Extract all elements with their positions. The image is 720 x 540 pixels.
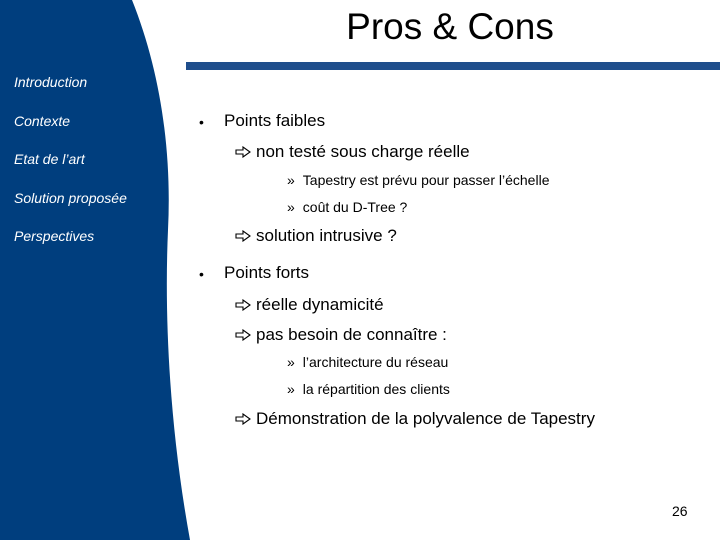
- weak-point-1-sub-2: [287, 199, 407, 215]
- hollow-arrow-icon: [235, 413, 251, 425]
- hollow-arrow-icon: [235, 299, 251, 311]
- weak-point-1-text: non testé sous charge réelle: [256, 142, 470, 161]
- title-underline-bar: [186, 62, 720, 70]
- nav-item-introduction[interactable]: Introduction: [14, 74, 88, 90]
- strong-point-3-text: Démonstration de la polyvalence de Tapestry: [256, 409, 595, 428]
- strong-points-heading: Points forts: [224, 263, 310, 282]
- strong-point-2-text: pas besoin de connaître :: [256, 325, 447, 344]
- strong-point-2-sub-1: [287, 354, 448, 370]
- bullet-dot: •: [199, 114, 204, 130]
- weak-point-1-sub-1: [287, 172, 549, 188]
- nav-item-contexte[interactable]: Contexte: [14, 113, 71, 129]
- raquo-marker: »: [287, 381, 295, 397]
- strong-point-2: [235, 325, 447, 345]
- strong-point-1: [235, 295, 384, 315]
- weak-point-2-text: solution intrusive ?: [256, 226, 397, 245]
- page-number: 26: [672, 503, 688, 519]
- strong-point-1-text: réelle dynamicité: [256, 295, 384, 314]
- raquo-marker: »: [287, 199, 295, 215]
- hollow-arrow-icon: [235, 329, 251, 341]
- nav-item-solution-proposee[interactable]: Solution proposée: [14, 190, 127, 206]
- raquo-marker: »: [287, 172, 295, 188]
- nav-item-etat-de-l-art[interactable]: Etat de l’art: [14, 151, 85, 167]
- weak-point-1-sub-1-text: Tapestry est prévu pour passer l’échelle: [302, 172, 550, 188]
- strong-point-2-sub-2-text: la répartition des clients: [302, 381, 450, 397]
- weak-point-1: [235, 142, 470, 162]
- strong-point-2-sub-1-text: l’architecture du réseau: [302, 354, 449, 370]
- weak-points-heading: Points faibles: [224, 111, 326, 130]
- slide-title: Pros & Cons: [346, 6, 554, 47]
- strong-point-2-sub-2: [287, 381, 450, 397]
- hollow-arrow-icon: [235, 230, 251, 242]
- weak-point-1-sub-2-text: coût du D-Tree ?: [302, 199, 408, 215]
- bullet-dot: •: [199, 266, 204, 282]
- strong-point-3: [235, 409, 595, 429]
- nav-item-perspectives[interactable]: Perspectives: [14, 228, 95, 244]
- hollow-arrow-icon: [235, 146, 251, 158]
- weak-point-2: [235, 226, 397, 246]
- raquo-marker: »: [287, 354, 295, 370]
